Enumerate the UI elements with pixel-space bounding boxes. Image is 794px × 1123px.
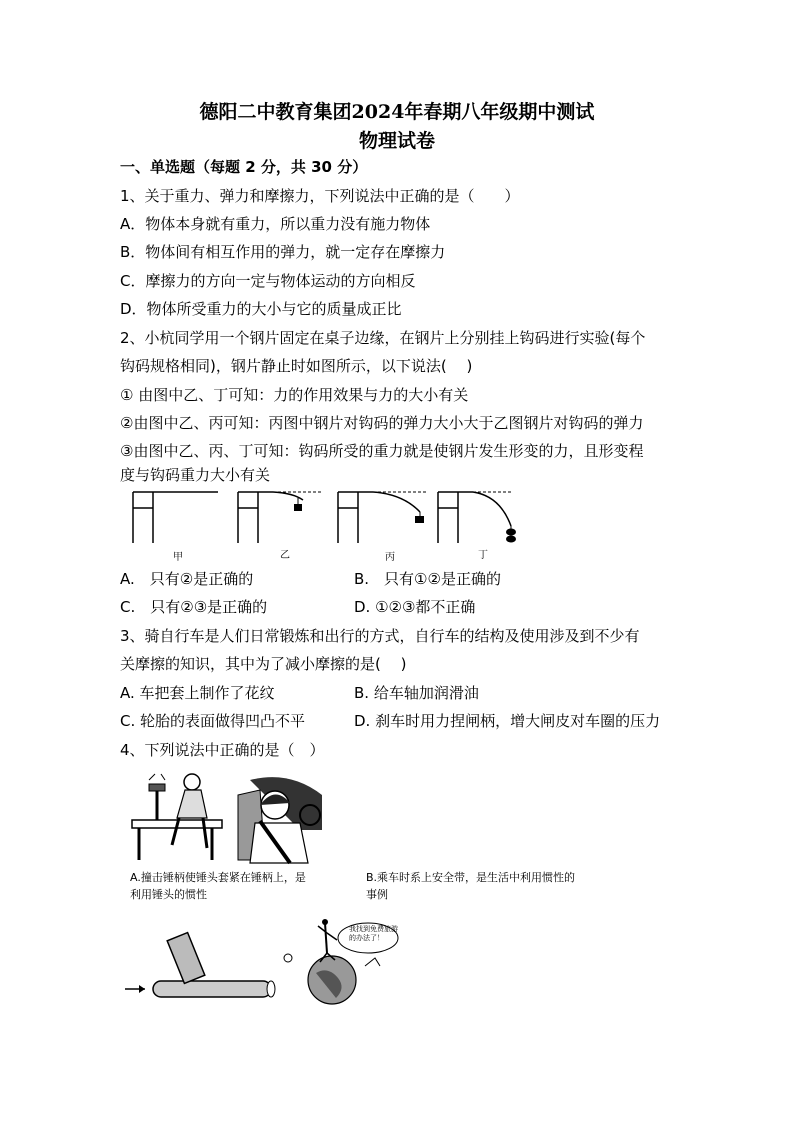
q3-option-c: C. 轮胎的表面做得凹凸不平 — [120, 712, 306, 730]
q3-stem-line1: 3、骑自行车是人们日常锻炼和出行的方式，自行车的结构及使用涉及到不少有 — [120, 627, 640, 645]
table-yi — [238, 492, 323, 543]
q4-caption-a-line1: A.撞击锤柄使锤头套紧在锤柄上，是 — [130, 871, 306, 884]
seatbelt-illustration — [230, 775, 325, 865]
table-ding — [438, 492, 516, 543]
q1-stem: 1、关于重力、弹力和摩擦力，下列说法中正确的是（ ） — [120, 187, 520, 205]
q4-caption-a-line2: 利用锤头的惯性 — [130, 888, 207, 901]
q1-option-b: B．物体间有相互作用的弹力，就一定存在摩擦力 — [120, 243, 446, 261]
speech-bubble-text: 我找到免费旅游的办法了！ — [349, 925, 398, 942]
exam-title: 德阳二中教育集团2024年春期八年级期中测试 — [199, 101, 595, 123]
steel-strip-figure — [128, 488, 528, 548]
q2-option-b: B. 只有①②是正确的 — [354, 570, 501, 588]
q2-statement-3-line1: ③由图中乙、丙、丁可知：钩码所受的重力就是使钢片发生形变的力，且形变程 — [120, 442, 644, 460]
q2-statement-3-line2: 度与钩码重力大小有关 — [120, 466, 271, 484]
q4-caption-b-line2: 事例 — [366, 888, 388, 901]
exam-subtitle: 物理试卷 — [358, 130, 435, 152]
fig-label-bing: 丙 — [385, 552, 395, 563]
fig-label-ding: 丁 — [478, 550, 488, 561]
q2-statement-2: ②由图中乙、丙可知：丙图中钢片对钩码的弹力大小大于乙图钢片对钩码的弹力 — [120, 414, 644, 432]
q4-caption-b-line1: B.乘车时系上安全带，是生活中利用惯性的 — [366, 871, 576, 884]
q2-option-c: C. 只有②③是正确的 — [120, 598, 268, 616]
q2-option-a: A. 只有②是正确的 — [120, 570, 254, 588]
table-bing — [338, 492, 428, 543]
q2-stem-line1: 2、小杭同学用一个钢片固定在桌子边缘，在钢片上分别挂上钩码进行实验(每个 — [120, 329, 646, 347]
q2-stem-line2: 钩码规格相同)，钢片静止时如图所示，以下说法( ) — [120, 357, 473, 375]
q3-stem-line2: 关摩擦的知识，其中为了减小摩擦的是( ) — [120, 655, 407, 673]
q4-stem: 4、下列说法中正确的是（ ） — [120, 741, 325, 759]
hammer-illustration — [127, 770, 232, 865]
table-jia — [133, 492, 218, 543]
block-on-rod-illustration — [123, 925, 283, 1005]
q3-option-a: A. 车把套上制作了花纹 — [120, 684, 275, 702]
q1-option-d: D．物体所受重力的大小与它的质量成正比 — [120, 300, 402, 318]
q1-option-c: C．摩擦力的方向一定与物体运动的方向相反 — [120, 272, 416, 290]
q2-statement-1: ① 由图中乙、丁可知：力的作用效果与力的大小有关 — [120, 386, 469, 404]
q3-option-d: D. 刹车时用力捏闸柄，增大闸皮对车圈的压力 — [354, 712, 661, 730]
fig-label-yi: 乙 — [280, 550, 290, 561]
q2-option-d: D. ①②③都不正确 — [354, 598, 476, 616]
q1-option-a: A．物体本身就有重力，所以重力没有施力物体 — [120, 215, 431, 233]
q3-option-b: B. 给车轴加润滑油 — [354, 684, 479, 702]
section-heading: 一、单选题（每题 2 分，共 30 分） — [120, 158, 368, 176]
fig-label-jia: 甲 — [173, 552, 183, 563]
